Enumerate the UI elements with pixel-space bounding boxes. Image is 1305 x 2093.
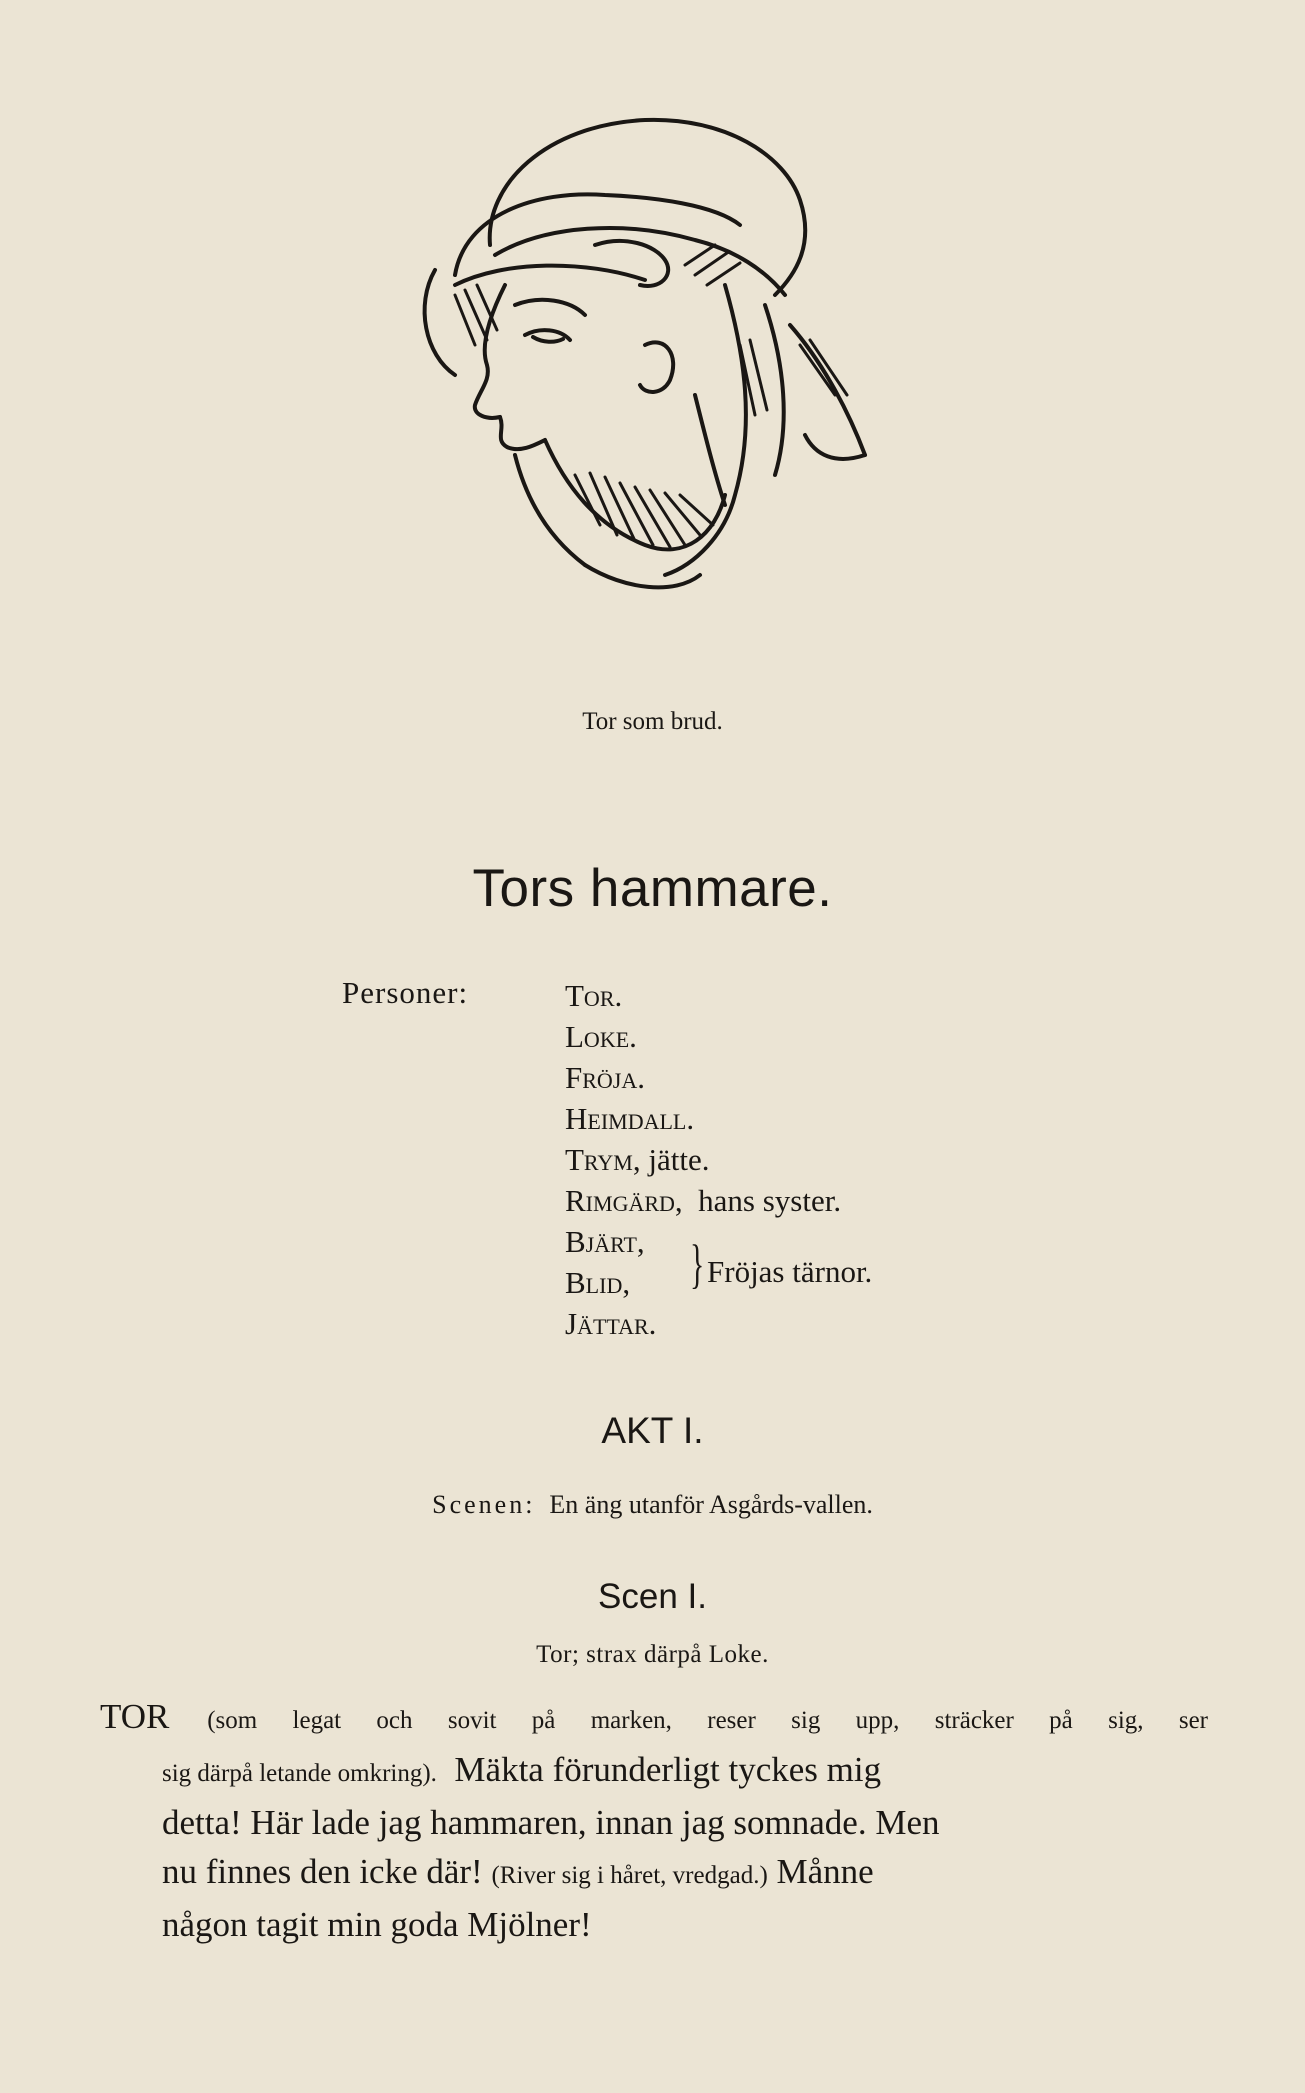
setting-label: Scenen: — [432, 1490, 536, 1519]
dialogue-line — [100, 1692, 1208, 1745]
persons-label: Personer: — [342, 975, 469, 1010]
spoken-text: Månne — [776, 1852, 874, 1891]
tor-bride-illustration — [395, 95, 915, 665]
dialogue-line — [100, 1798, 1208, 1847]
cast-tor: Tor. — [565, 978, 623, 1013]
speaker-name: TOR — [100, 1697, 170, 1736]
illustration-caption: Tor som brud. — [582, 708, 723, 735]
cast-rimgard: Rimgärd, hans syster. — [565, 1183, 842, 1218]
scene-subtitle: Tor; strax därpå Loke. — [536, 1641, 769, 1668]
dialogue-line — [100, 1847, 1208, 1900]
dialogue-block — [100, 1692, 1208, 1949]
setting-text: En äng utanför Asgårds-vallen. — [549, 1490, 873, 1519]
spoken-text: detta! Här lade jag hammaren, innan jag somnade. Men — [162, 1803, 940, 1842]
cast-brace: } — [690, 1234, 705, 1294]
cast-froja: Fröja. — [565, 1060, 646, 1095]
stage-direction: (River sig i håret, vredgad.) — [491, 1862, 768, 1889]
stage-direction: (som legat och sovit på marken, reser sig upp, sträcker på sig, ser — [207, 1707, 1208, 1734]
cast-trym: Trym, jätte. — [565, 1142, 710, 1177]
spoken-text: nu finnes den icke där! — [162, 1852, 483, 1891]
cast-blid: Blid, — [565, 1265, 631, 1300]
play-title: Tors hammare. — [472, 859, 833, 918]
setting-line — [0, 1490, 1305, 1520]
dialogue-line — [100, 1745, 1208, 1798]
dialogue-line — [100, 1900, 1208, 1949]
cast-bjart: Bjärt, — [565, 1224, 645, 1259]
cast-heimdall: Heimdall. — [565, 1101, 695, 1136]
stage-direction: sig därpå letande omkring). — [162, 1760, 437, 1787]
cast-jattar: Jättar. — [565, 1306, 657, 1341]
spoken-text: Mäkta förunderligt tyckes mig — [454, 1750, 882, 1789]
act-heading: AKT I. — [601, 1410, 704, 1451]
scene-heading: Scen I. — [598, 1577, 707, 1616]
cast-loke: Loke. — [565, 1019, 637, 1054]
spoken-text: någon tagit min goda Mjölner! — [162, 1905, 592, 1944]
maids-note: Fröjas tärnor. — [707, 1254, 873, 1289]
